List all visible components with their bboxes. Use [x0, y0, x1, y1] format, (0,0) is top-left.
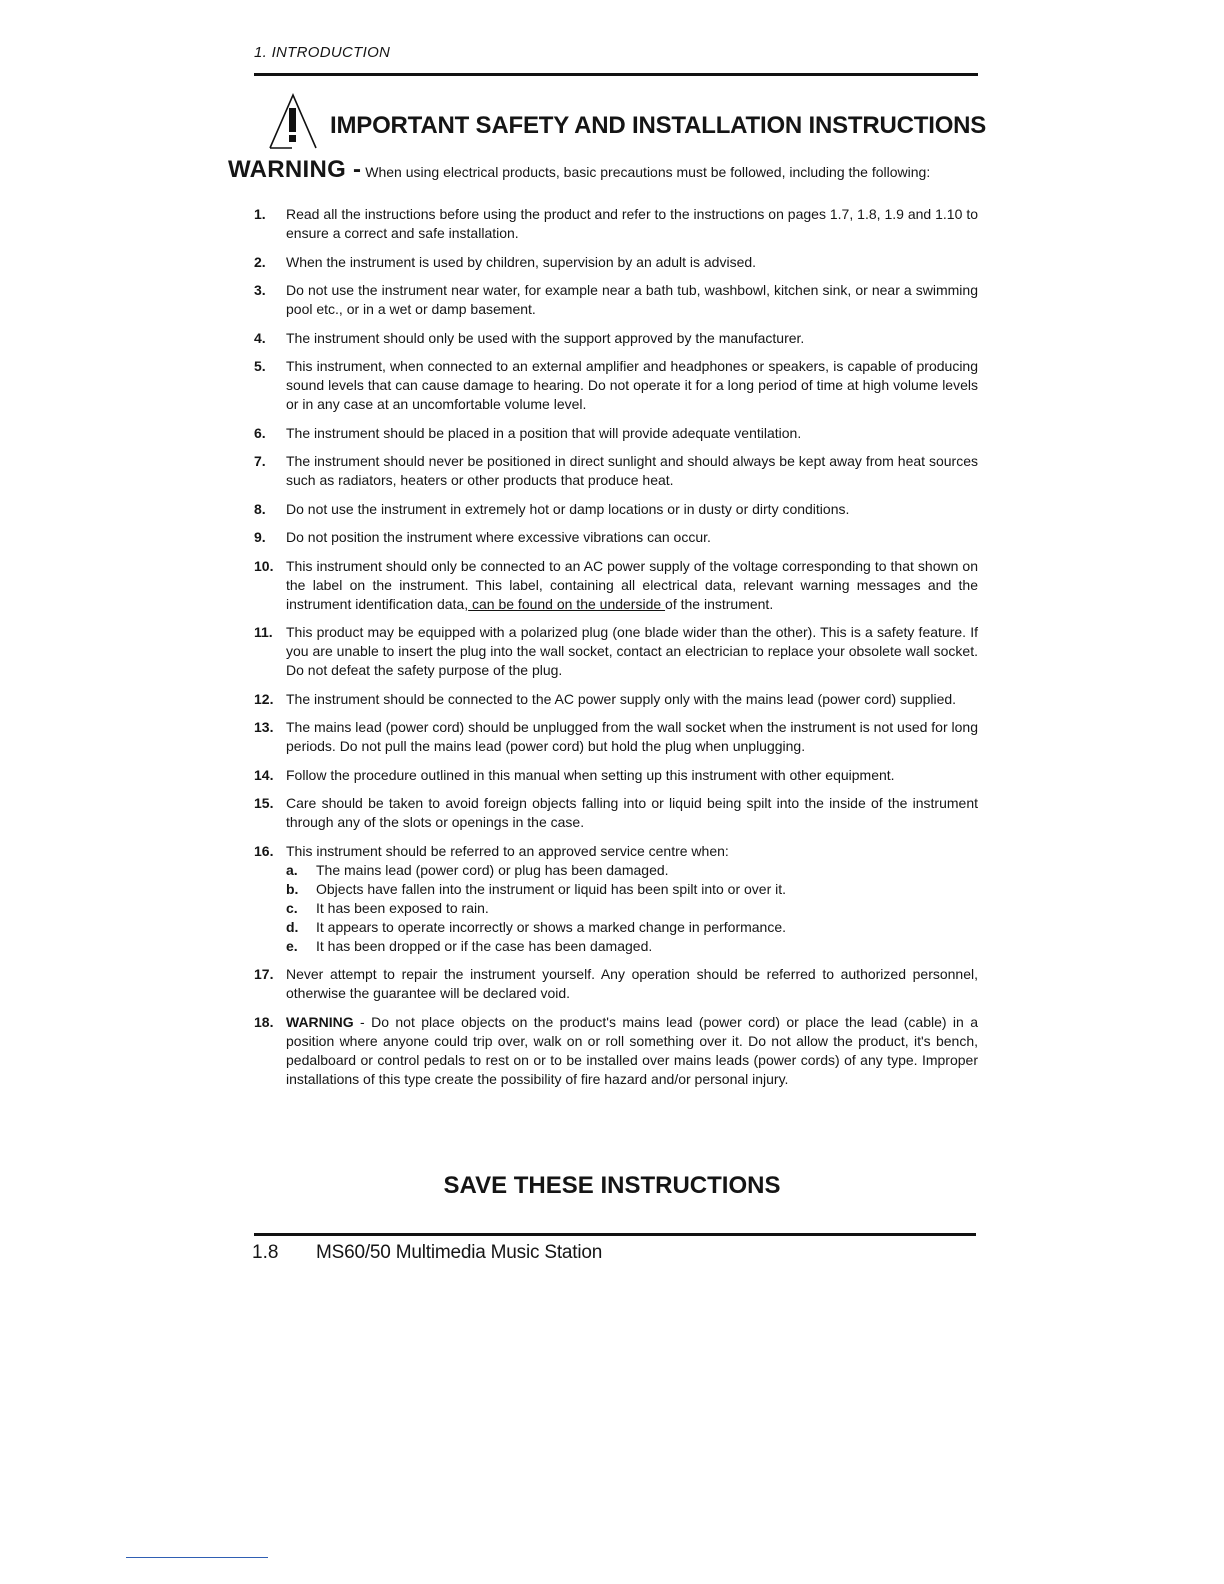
- item-number: 16.: [254, 842, 274, 859]
- item-number: 9.: [254, 529, 266, 545]
- sub-text: It has been exposed to rain.: [316, 899, 489, 916]
- item-text: Follow the procedure outlined in this manual when setting up this instrument with other equipment.: [286, 766, 895, 783]
- item-number: 4.: [254, 329, 266, 346]
- save-instructions-heading: SAVE THESE INSTRUCTIONS: [443, 1172, 781, 1199]
- item-number: 2.: [254, 253, 266, 270]
- item-text: Never attempt to repair the instrument yourself. Any operation should be referred to authorized personnel, otherwise the guarantee will be declared void.: [286, 966, 978, 1001]
- scan-mark: [126, 1557, 268, 1558]
- item-number: 8.: [254, 500, 266, 517]
- item-text: The instrument should be connected to the AC power supply only with the mains lead (power cord) supplied.: [286, 690, 957, 707]
- list-item: [254, 424, 978, 443]
- item-text: When the instrument is used by children, supervision by an adult is advised.: [286, 253, 757, 270]
- warning-intro: [228, 156, 988, 184]
- instruction-list: [254, 205, 978, 1098]
- item-lead: WARNING: [286, 1013, 354, 1030]
- item-number: 3.: [254, 282, 266, 298]
- item-number: 7.: [254, 453, 266, 469]
- page-number: 1.8: [252, 1242, 279, 1263]
- item-number: 10.: [254, 557, 274, 574]
- list-item: [254, 205, 978, 243]
- footer-rule: [254, 1233, 976, 1236]
- item-text: This instrument should only be connected to an AC power supply of the voltage corresponding to that shown on the label on the instrument. This label, containing all electrical data, relevant warning messages and the instrument identification data,: [286, 557, 978, 612]
- sub-letter: c.: [286, 899, 298, 916]
- sub-text: The mains lead (power cord) or plug has been damaged.: [316, 861, 669, 878]
- item-text: Read all the instructions before using the product and refer to the instructions on pages 1.7, 1.8, 1.9 and 1.10 to ensure a correct and safe installation.: [286, 206, 978, 241]
- list-item: [254, 766, 978, 785]
- section-label: 1. INTRODUCTION: [254, 44, 391, 61]
- list-item: [254, 528, 978, 547]
- list-item: [254, 842, 978, 956]
- page-title: IMPORTANT SAFETY AND INSTALLATION INSTRUCTIONS: [330, 112, 987, 139]
- product-name: MS60/50 Multimedia Music Station: [316, 1242, 603, 1263]
- sub-item: [286, 937, 978, 956]
- warning-label: WARNING -: [228, 156, 362, 183]
- sub-letter: b.: [286, 880, 299, 897]
- item-text: Care should be taken to avoid foreign objects falling into or liquid being spilt into the inside of the instrument through any of the slots or openings in the case.: [286, 795, 978, 830]
- service-conditions: [286, 861, 978, 956]
- list-item: [254, 965, 978, 1003]
- item-text: This instrument should be referred to an approved service centre when:: [286, 842, 729, 859]
- item-text: Do not use the instrument in extremely hot or damp locations or in dusty or dirty conditions.: [286, 500, 850, 517]
- list-item: [254, 452, 978, 490]
- sub-item: [286, 861, 978, 880]
- item-number: 17.: [254, 966, 274, 982]
- item-number: 5.: [254, 358, 266, 374]
- list-item: [254, 357, 978, 414]
- item-text: Do not use the instrument near water, for example near a bath tub, washbowl, kitchen sink, or near a swimming pool etc., or in a wet or damp basement.: [286, 282, 978, 317]
- list-item: [254, 253, 978, 272]
- list-item: [254, 690, 978, 709]
- sub-text: It has been dropped or if the case has been damaged.: [316, 937, 653, 954]
- item-text: This instrument, when connected to an external amplifier and headphones or speakers, is capable of producing sound levels that can cause damage to hearing. Do not operate it for a long period of time at high volume levels or in any case at an uncomfortable volume level.: [286, 358, 978, 412]
- list-item: [254, 329, 978, 348]
- item-number: 12.: [254, 690, 274, 707]
- item-text-end: of the instrument.: [665, 595, 774, 612]
- item-number: 1.: [254, 206, 266, 222]
- sub-item: [286, 880, 978, 899]
- sub-text: Objects have fallen into the instrument or liquid has been spilt into or over it.: [316, 880, 787, 897]
- item-number: 13.: [254, 719, 274, 735]
- sub-letter: d.: [286, 918, 299, 935]
- item-number: 6.: [254, 424, 266, 441]
- list-item: [254, 794, 978, 832]
- sub-item: [286, 899, 978, 918]
- item-text: - Do not place objects on the product's mains lead (power cord) or place the lead (cable) in a position where anyone could trip over, walk on or roll something over it. Do not allow the product, it's bench, pedalboard or control pedals to rest on or to be installed over mains leads (power cords) of any type. Improper installations of this type create the possibility of fire hazard and/or personal injury.: [286, 1013, 978, 1087]
- item-text: The instrument should never be positioned in direct sunlight and should always be kept away from heat sources such as radiators, heaters or other products that produce heat.: [286, 453, 978, 488]
- item-number: 18.: [254, 1013, 274, 1030]
- underside-note: can be found on the underside: [468, 595, 666, 612]
- item-text: Do not position the instrument where excessive vibrations can occur.: [286, 529, 711, 545]
- sub-text: It appears to operate incorrectly or shows a marked change in performance.: [316, 918, 787, 935]
- list-item: [254, 557, 978, 614]
- list-item: [254, 500, 978, 519]
- list-item: [254, 623, 978, 680]
- sub-item: [286, 918, 978, 937]
- sub-letter: a.: [286, 861, 298, 878]
- item-text: This product may be equipped with a polarized plug (one blade wider than the other). This is a safety feature. If you are unable to insert the plug into the wall socket, contact an electrician to replace your obsolete wall socket. Do not defeat the safety purpose of the plug.: [286, 624, 978, 678]
- sub-letter: e.: [286, 937, 298, 954]
- header-rule: [254, 73, 978, 76]
- item-text: The instrument should only be used with the support approved by the manufacturer.: [286, 329, 805, 346]
- warning-text: When using electrical products, basic precautions must be followed, including the following:: [365, 164, 931, 180]
- list-item: [254, 718, 978, 756]
- warning-triangle-icon: [268, 92, 318, 150]
- item-text: The instrument should be placed in a position that will provide adequate ventilation.: [286, 424, 802, 441]
- list-item: [254, 281, 978, 319]
- list-item: [254, 1013, 978, 1089]
- item-number: 14.: [254, 766, 274, 783]
- item-text: The mains lead (power cord) should be unplugged from the wall socket when the instrument is not used for long periods. Do not pull the mains lead (power cord) but hold the plug when unplugging.: [286, 719, 978, 754]
- item-number: 11.: [254, 624, 273, 640]
- item-number: 15.: [254, 795, 274, 811]
